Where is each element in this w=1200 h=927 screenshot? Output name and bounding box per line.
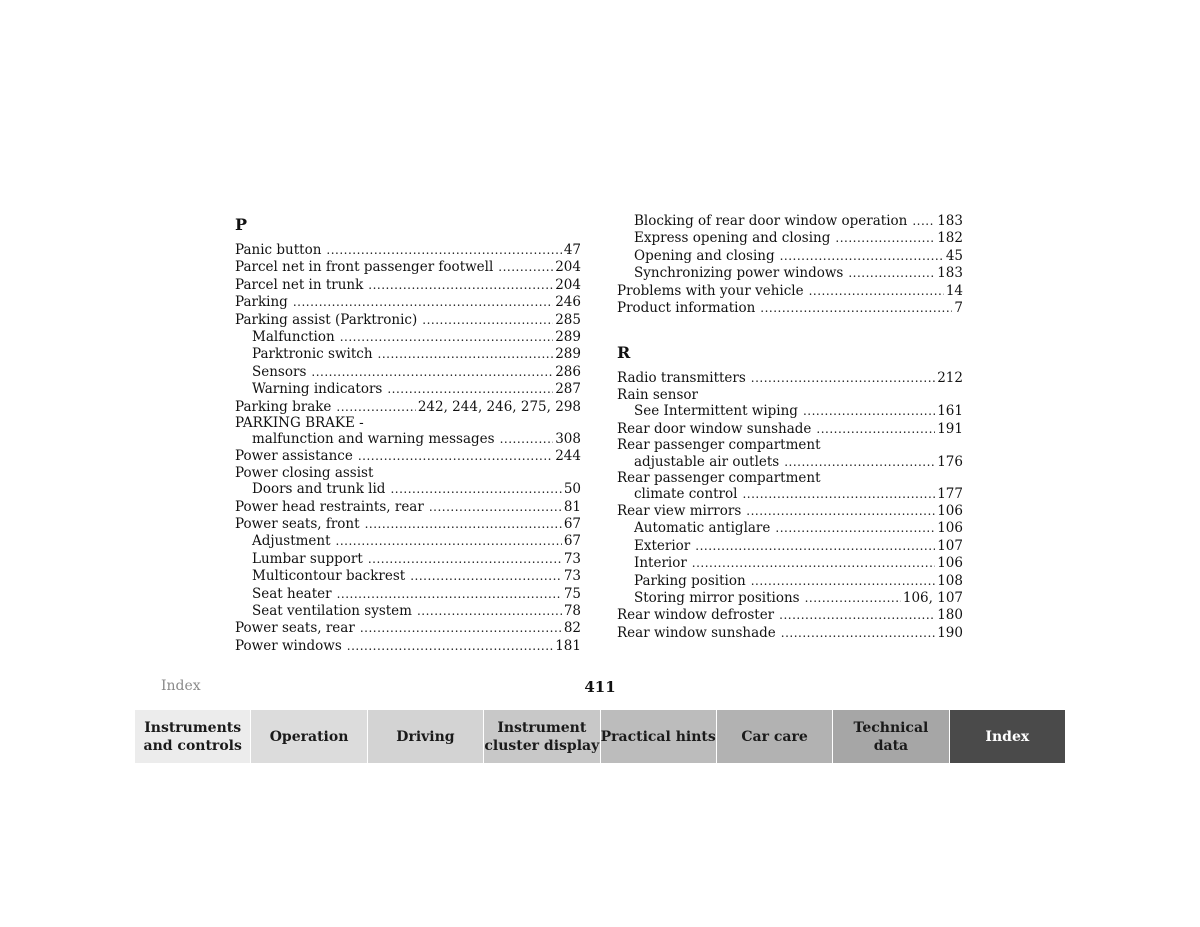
index-entry-list: [617, 370, 963, 642]
index-entry-label: Power assistance: [235, 448, 353, 465]
index-entry-label: Automatic antiglare: [634, 520, 771, 537]
index-entry-label: Parking assist (Parktronic): [235, 311, 418, 328]
dot-leader: [848, 265, 935, 282]
chapter-tab-label: Operation: [269, 728, 349, 745]
index-entry-list: [617, 213, 963, 317]
index-entry: [235, 399, 581, 416]
index-entry: [235, 499, 581, 516]
chapter-tab-bar: [135, 710, 1065, 763]
dot-leader: [368, 551, 562, 568]
dot-leader: [326, 242, 561, 259]
section-letter-r: R: [617, 343, 631, 363]
index-entry: [617, 503, 963, 520]
dot-leader: [780, 248, 944, 265]
chapter-tab-label: Technical data: [853, 719, 929, 754]
index-entry: [235, 277, 581, 294]
index-entry: [617, 625, 963, 642]
dot-leader: [781, 625, 935, 642]
chapter-tab-instruments-and-controls[interactable]: [135, 710, 250, 763]
index-entry: [235, 620, 581, 637]
index-entry: [235, 294, 581, 311]
index-entry-page: 289: [555, 346, 581, 363]
index-entry: [235, 431, 581, 448]
index-entry-label: Rear passenger compartment: [617, 469, 821, 486]
index-entry-page: 75: [563, 585, 581, 602]
index-entry-label: Doors and trunk lid: [252, 481, 386, 498]
index-entry: [617, 300, 963, 317]
dot-leader: [422, 312, 553, 329]
index-entry-label: Opening and closing: [634, 247, 775, 264]
dot-leader: [387, 381, 553, 398]
index-entry: [617, 555, 963, 572]
chapter-tab-operation[interactable]: [250, 710, 366, 763]
index-entry-page: 108: [937, 572, 963, 589]
dot-leader: [410, 568, 562, 585]
index-entry-label: Rear window sunshade: [617, 624, 776, 641]
index-entry: [235, 312, 581, 329]
index-entry: [617, 438, 963, 454]
index-entry-label: Rain sensor: [617, 386, 698, 403]
index-entry: [617, 248, 963, 265]
index-entry-page: 106: [937, 520, 963, 537]
index-entry-page: 289: [555, 328, 581, 345]
chapter-tab-car-care[interactable]: [716, 710, 832, 763]
page-number: 411: [584, 678, 616, 696]
dot-leader: [365, 516, 562, 533]
index-entry-page: 182: [937, 230, 963, 247]
index-entry-page: 78: [563, 603, 581, 620]
dot-leader: [336, 533, 562, 550]
index-entry-page: 204: [555, 259, 581, 276]
index-entry-label: Parktronic switch: [252, 346, 373, 363]
index-entry-label: Seat ventilation system: [252, 603, 412, 620]
index-entry: [235, 346, 581, 363]
dot-leader: [912, 213, 935, 230]
dot-leader: [378, 346, 554, 363]
index-entry-page: 106, 107: [902, 589, 963, 606]
index-entry: [617, 265, 963, 282]
index-entry-page: 190: [937, 624, 963, 641]
index-entry-label: Lumbar support: [252, 550, 363, 567]
dot-leader: [779, 607, 935, 624]
dot-leader: [360, 620, 562, 637]
index-entry-page: 50: [563, 481, 581, 498]
index-entry-page: 14: [945, 282, 963, 299]
index-entry-page: 308: [555, 431, 581, 448]
index-entry: [235, 481, 581, 498]
index-entry: [235, 586, 581, 603]
dot-leader: [695, 538, 935, 555]
chapter-tab-instrument-cluster-display[interactable]: [483, 710, 599, 763]
index-entry-page: 107: [937, 537, 963, 554]
index-entry-label: Rear window defroster: [617, 607, 775, 624]
dot-leader: [417, 603, 562, 620]
index-entry: [617, 486, 963, 503]
index-entry-page: 212: [937, 370, 963, 387]
index-entry-page: 183: [937, 265, 963, 282]
index-entry: [235, 242, 581, 259]
index-entry: [235, 329, 581, 346]
dot-leader: [805, 590, 901, 607]
index-entry: [617, 403, 963, 420]
index-entry-page: 285: [555, 311, 581, 328]
index-entry: [617, 471, 963, 487]
section-letter-p: P: [235, 215, 248, 234]
index-entry: [235, 533, 581, 550]
index-entry-page: 177: [937, 486, 963, 503]
index-entry-page: 81: [563, 498, 581, 515]
index-entry: [617, 590, 963, 607]
index-entry-label: Parking brake: [235, 398, 332, 415]
index-entry: [235, 448, 581, 465]
index-entry-page: 106: [937, 555, 963, 572]
index-entry: [617, 520, 963, 537]
index-entry: [235, 568, 581, 585]
dot-leader: [692, 555, 935, 572]
dot-leader: [347, 638, 553, 655]
index-entry-page: 73: [563, 550, 581, 567]
footer-section-name: Index: [161, 678, 201, 694]
dot-leader: [751, 370, 935, 387]
index-entry-label: Radio transmitters: [617, 370, 746, 387]
index-entry-label: Rear passenger compartment: [617, 437, 821, 454]
index-entry-page: 244: [555, 448, 581, 465]
index-entry-page: 191: [937, 420, 963, 437]
index-entry: [235, 466, 581, 482]
index-entry: [235, 416, 581, 432]
index-entry: [235, 603, 581, 620]
dot-leader: [358, 448, 553, 465]
index-entry-page: 204: [555, 276, 581, 293]
index-entry-page: 82: [563, 620, 581, 637]
index-entry-label: Multicontour backrest: [252, 568, 406, 585]
index-entry: [235, 551, 581, 568]
chapter-tab-label: Instrument cluster display: [484, 719, 600, 754]
index-entry-page: 47: [563, 242, 581, 258]
chapter-tab-index[interactable]: [949, 710, 1065, 763]
index-column-left: [235, 213, 581, 655]
dot-leader: [784, 454, 935, 471]
index-entry-list: [235, 242, 581, 655]
dot-leader: [742, 486, 935, 503]
index-entry: [617, 283, 963, 300]
index-entry-label: adjustable air outlets: [634, 453, 780, 470]
index-entry-label: PARKING BRAKE -: [235, 414, 364, 431]
index-entry-label: Rear view mirrors: [617, 503, 742, 520]
index-entry-label: Synchronizing power windows: [634, 265, 844, 282]
index-entry-label: Panic button: [235, 242, 322, 258]
chapter-tab-label: Driving: [396, 728, 455, 745]
index-entry-label: Power seats, rear: [235, 620, 355, 637]
dot-leader: [751, 573, 936, 590]
index-entry-label: Express opening and closing: [634, 230, 831, 247]
dot-leader: [336, 399, 415, 416]
index-entry-page: 181: [555, 637, 581, 654]
index-entry-page: 242, 244, 246, 275, 298: [417, 398, 581, 415]
index-entry-page: 106: [937, 503, 963, 520]
index-entry-label: Parking: [235, 294, 288, 311]
index-entry-label: Parcel net in front passenger footwell: [235, 259, 494, 276]
dot-leader: [746, 503, 935, 520]
index-entry-page: 287: [555, 381, 581, 398]
index-entry: [617, 421, 963, 438]
index-entry-label: Adjustment: [252, 533, 331, 550]
index-entry-label: Seat heater: [252, 585, 332, 602]
index-entry-label: climate control: [634, 486, 738, 503]
index-entry-label: Problems with your vehicle: [617, 282, 804, 299]
index-entry: [617, 213, 963, 230]
index-entry-page: 246: [555, 294, 581, 311]
chapter-tab-practical-hints[interactable]: [600, 710, 716, 763]
index-entry-label: Power head restraints, rear: [235, 498, 424, 515]
index-entry-label: See Intermittent wiping: [634, 403, 798, 420]
index-entry-label: Power closing assist: [235, 464, 374, 481]
dot-leader: [809, 283, 944, 300]
index-entry-label: Sensors: [252, 363, 307, 380]
index-entry: [235, 638, 581, 655]
index-entry: [617, 388, 963, 404]
index-entry-page: 183: [937, 213, 963, 229]
index-entry-page: 7: [954, 299, 963, 316]
index-entry: [617, 230, 963, 247]
chapter-tab-label: Practical hints: [600, 728, 716, 745]
index-entry-label: Power seats, front: [235, 516, 360, 533]
dot-leader: [293, 294, 553, 311]
index-entry-label: Rear door window sunshade: [617, 420, 812, 437]
index-entry: [235, 364, 581, 381]
index-entry: [617, 573, 963, 590]
dot-leader: [390, 481, 561, 498]
index-entry-label: Parcel net in trunk: [235, 276, 364, 293]
index-entry-page: 45: [945, 247, 963, 264]
index-entry-label: Malfunction: [252, 328, 335, 345]
index-entry-page: 180: [937, 607, 963, 624]
chapter-tab-label: Instruments and controls: [143, 719, 242, 754]
index-entry-page: 161: [937, 403, 963, 420]
chapter-tab-technical-data[interactable]: [832, 710, 948, 763]
index-entry-label: Product information: [617, 299, 756, 316]
dot-leader: [500, 431, 554, 448]
index-entry: [617, 454, 963, 471]
chapter-tab-label: Car care: [741, 728, 808, 745]
dot-leader: [498, 259, 553, 276]
dot-leader: [775, 520, 935, 537]
index-entry: [617, 370, 963, 387]
index-column-right: [617, 213, 963, 642]
index-entry-page: 286: [555, 363, 581, 380]
dot-leader: [835, 230, 935, 247]
chapter-tab-driving[interactable]: [367, 710, 483, 763]
index-entry-label: Power windows: [235, 637, 342, 654]
index-entry-label: Storing mirror positions: [634, 589, 800, 606]
index-entry: [617, 538, 963, 555]
index-entry-page: 67: [563, 533, 581, 550]
dot-leader: [429, 499, 562, 516]
dot-leader: [340, 329, 554, 346]
dot-leader: [311, 364, 553, 381]
dot-leader: [816, 421, 935, 438]
dot-leader: [803, 403, 935, 420]
index-entry-label: Warning indicators: [252, 381, 383, 398]
dot-leader: [368, 277, 553, 294]
index-entry: [235, 381, 581, 398]
index-entry-label: Parking position: [634, 572, 746, 589]
index-entry-label: Interior: [634, 555, 687, 572]
index-entry-label: Blocking of rear door window operation: [634, 213, 908, 229]
index-entry-label: Exterior: [634, 537, 691, 554]
index-entry: [617, 607, 963, 624]
index-entry: [235, 259, 581, 276]
dot-leader: [760, 300, 952, 317]
index-entry-page: 73: [563, 568, 581, 585]
index-entry-page: 176: [937, 453, 963, 470]
dot-leader: [337, 586, 562, 603]
index-entry-label: malfunction and warning messages: [252, 431, 495, 448]
chapter-tab-label: Index: [985, 728, 1030, 745]
index-entry-page: 67: [563, 516, 581, 533]
index-entry: [235, 516, 581, 533]
